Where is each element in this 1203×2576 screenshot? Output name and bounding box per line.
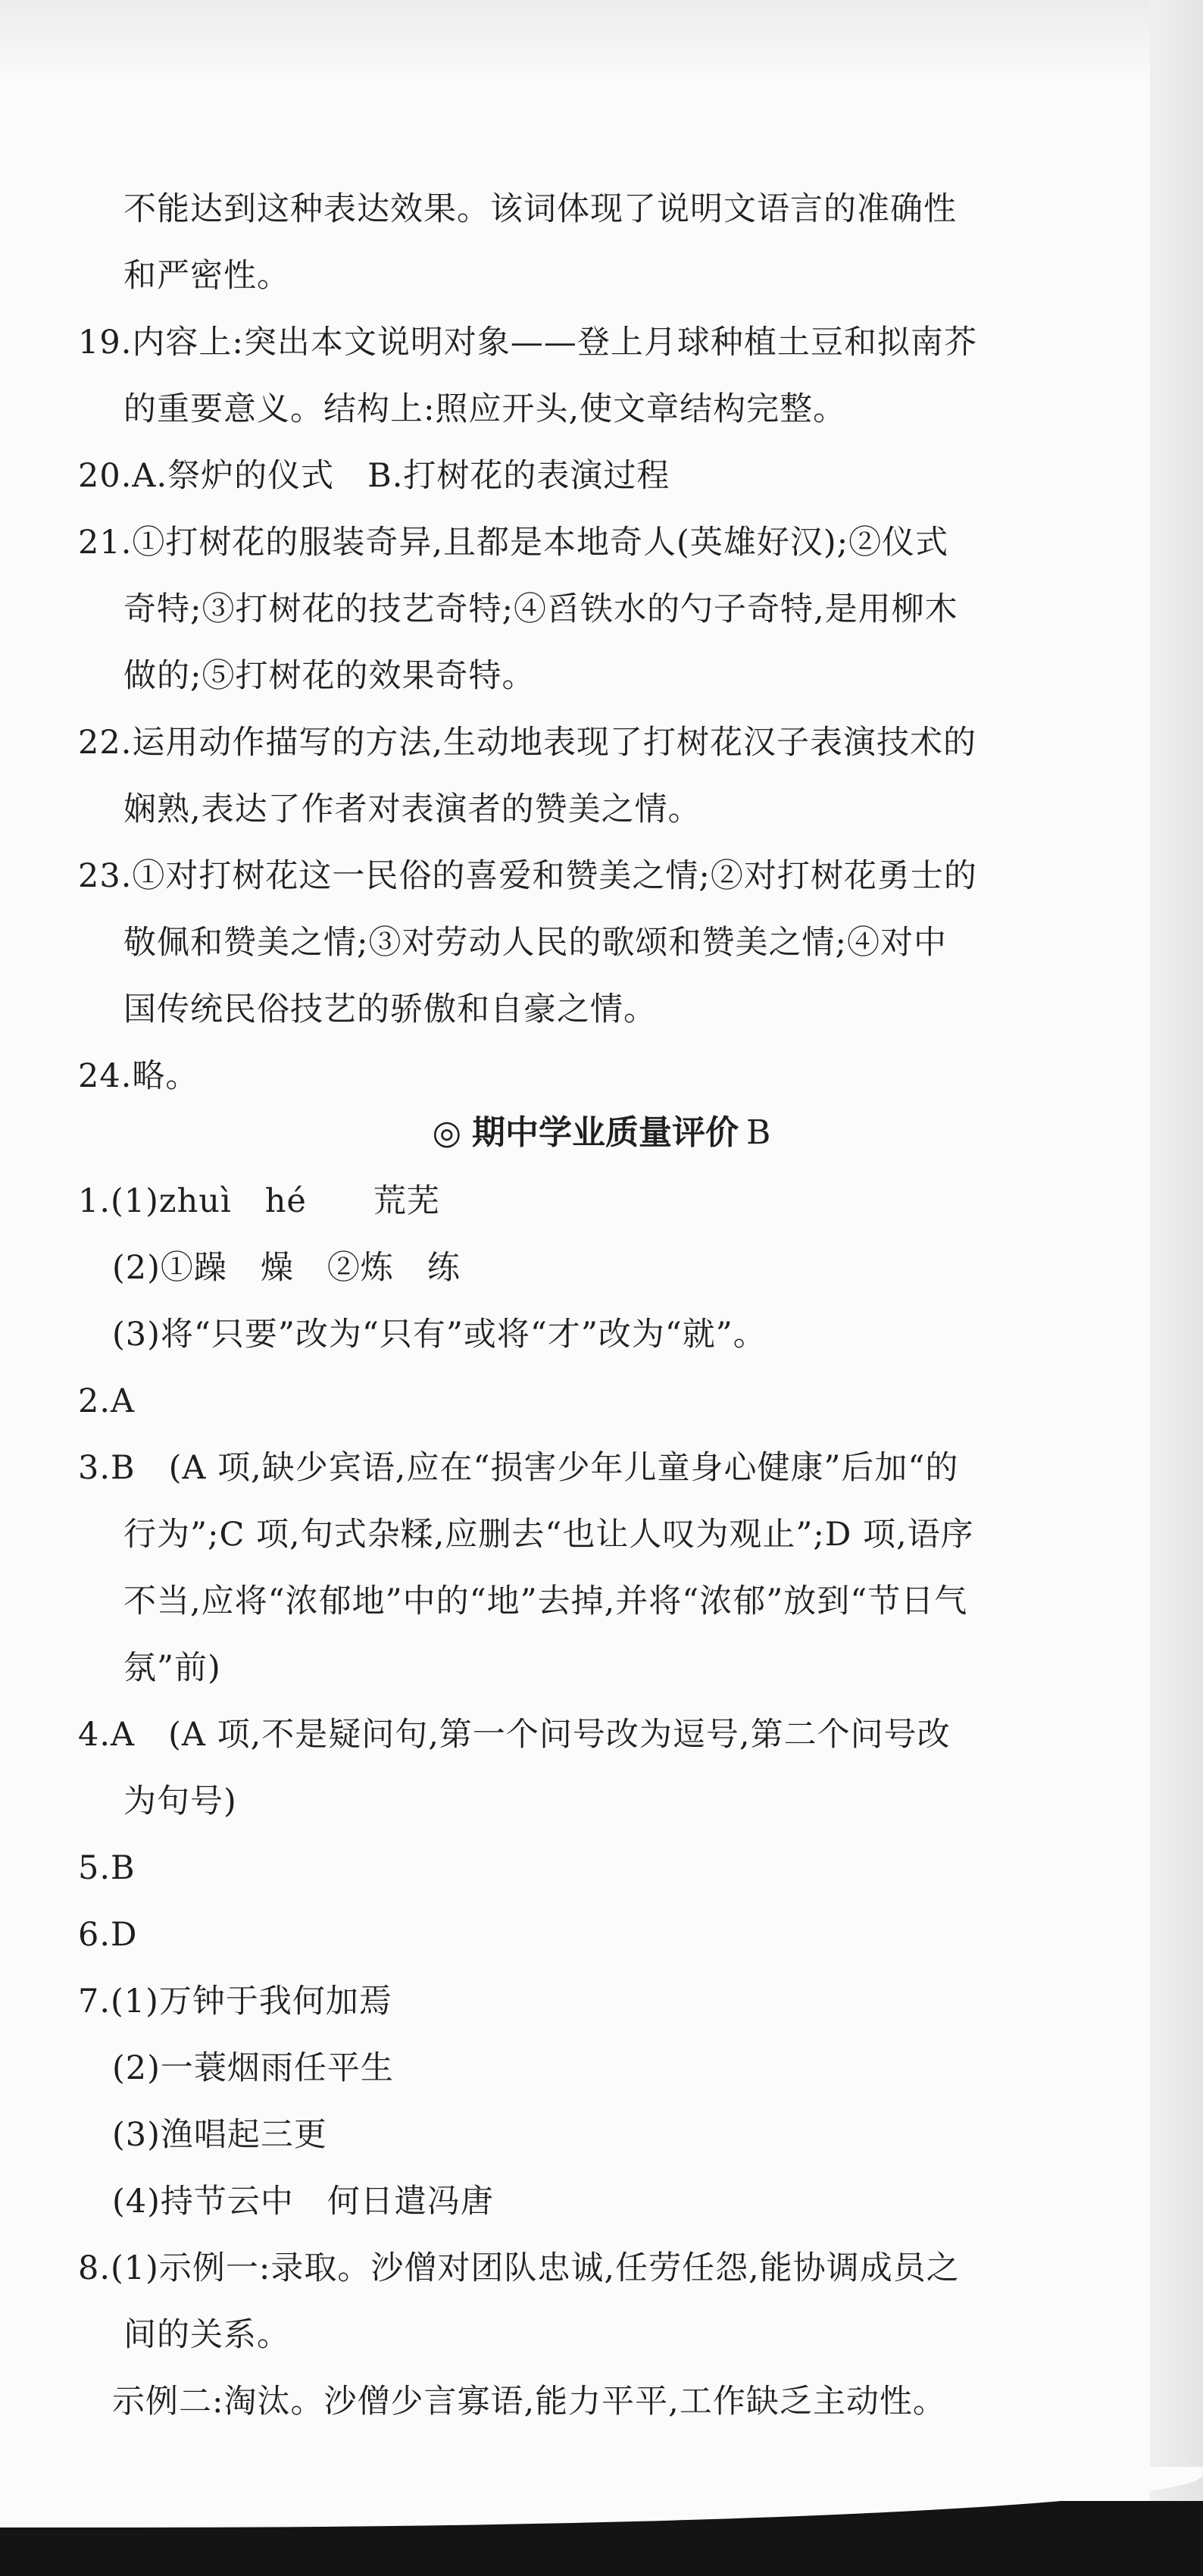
answer-line: 6.D — [78, 1916, 138, 1954]
answer-line: 8.(1)示例一:录取。沙僧对团队忠诚,任劳任怨,能协调成员之 — [78, 2249, 960, 2287]
text-line: 21.①打树花的服装奇异,且都是本地奇人(英雄好汉);②仪式 — [78, 524, 949, 562]
text-line: 敬佩和赞美之情;③对劳动人民的歌颂和赞美之情;④对中 — [123, 924, 947, 962]
answer-line: (4)持节云中 何日遣冯唐 — [112, 2183, 494, 2221]
answer-line: 3.B (A 项,缺少宾语,应在“损害少年儿童身心健康”后加“的 — [78, 1449, 959, 1487]
text-line: 做的;⑤打树花的效果奇特。 — [123, 657, 536, 695]
text-line: 19.内容上:突出本文说明对象——登上月球种植土豆和拟南芥 — [78, 324, 977, 362]
text-line: 娴熟,表达了作者对表演者的赞美之情。 — [123, 790, 701, 828]
text-line: 20.A.祭炉的仪式 B.打树花的表演过程 — [78, 457, 670, 495]
text-line: 和严密性。 — [123, 257, 290, 295]
section-suffix: B — [746, 1113, 771, 1152]
answer-line: 氛”前) — [123, 1649, 221, 1687]
answer-line: 示例二:淘汰。沙僧少言寡语,能力平平,工作缺乏主动性。 — [112, 2383, 946, 2421]
answer-line: 1.(1)zhuì hé 荒芜 — [78, 1182, 440, 1220]
answer-line: 7.(1)万钟于我何加焉 — [78, 1983, 392, 2020]
text-line: 国传统民俗技艺的骄傲和自豪之情。 — [123, 991, 657, 1028]
answer-line: 不当,应将“浓郁地”中的“地”去掉,并将“浓郁”放到“节日气 — [123, 1582, 968, 1620]
text-line: 24.略。 — [78, 1057, 199, 1095]
text-line: 不能达到这种表达效果。该词体现了说明文语言的准确性 — [123, 190, 957, 228]
text-line: 的重要意义。结构上:照应开头,使文章结构完整。 — [123, 390, 847, 428]
right-page-edge — [1150, 0, 1203, 2576]
text-line: 奇特;③打树花的技艺奇特;④舀铁水的勺子奇特,是用柳木 — [123, 590, 958, 628]
circle-bullet-icon: ◎ — [432, 1113, 462, 1152]
top-shadow — [0, 0, 1203, 83]
answer-line: (2)一蓑烟雨任平生 — [112, 2049, 394, 2087]
section-heading — [0, 1110, 1203, 1156]
answer-line: 行为”;C 项,句式杂糅,应删去“也让人叹为观止”;D 项,语序 — [123, 1516, 974, 1554]
answer-line: 2.A — [78, 1382, 136, 1420]
answer-line: 4.A (A 项,不是疑问句,第一个问号改为逗号,第二个问号改 — [78, 1716, 951, 1754]
section-title: 期中学业质量评价 — [472, 1113, 739, 1152]
text-line: 22.运用动作描写的方法,生动地表现了打树花汉子表演技术的 — [78, 724, 977, 762]
answer-line: (2)①躁 燥 ②炼 练 — [112, 1249, 461, 1287]
answer-line: 间的关系。 — [123, 2316, 290, 2354]
answer-line: (3)将“只要”改为“只有”或将“才”改为“就”。 — [112, 1316, 767, 1354]
answer-line: (3)渔唱起三更 — [112, 2116, 327, 2154]
text-line: 23.①对打树花这一民俗的喜爱和赞美之情;②对打树花勇士的 — [78, 857, 977, 895]
answer-line: 为句号) — [123, 1783, 237, 1820]
answer-line: 5.B — [78, 1849, 136, 1887]
